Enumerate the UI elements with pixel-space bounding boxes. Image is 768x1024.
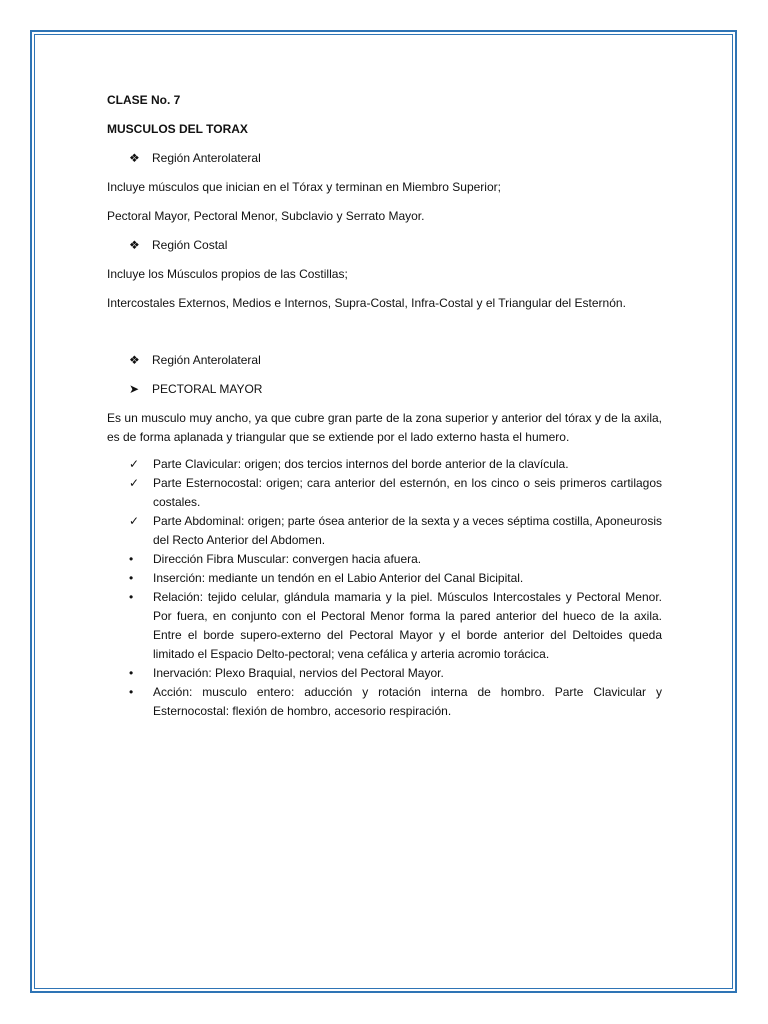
list-item	[107, 664, 662, 683]
subsection-label: PECTORAL MAYOR	[152, 382, 263, 396]
check-bullet-icon: ✓	[129, 457, 140, 471]
list-item	[107, 455, 662, 474]
list-item	[107, 474, 662, 512]
section-text: Incluye músculos que inician en el Tórax y terminan en Miembro Superior;	[107, 180, 501, 194]
section-text: Pectoral Mayor, Pectoral Menor, Subclavio y Serrato Mayor.	[107, 209, 425, 223]
list-item-text: Acción: musculo entero: aducción y rotación interna de hombro. Parte Clavicular y Esternocostal: flexión de hombro, accesorio respiración.	[153, 685, 662, 718]
description-paragraph: Es un musculo muy ancho, ya que cubre gran parte de la zona superior y anterior del tórax y de la axila, es de forma aplanada y triangular que se extiende por el lado externo hasta el humero.	[107, 411, 662, 444]
diamond-bullet-icon: ❖	[129, 238, 140, 252]
arrow-bullet-icon: ➤	[129, 382, 140, 396]
list-item-text: Dirección Fibra Muscular: convergen hacia afuera.	[153, 552, 422, 566]
dot-bullet-icon: •	[129, 590, 134, 604]
list-item	[107, 569, 662, 588]
section-label: Región Anterolateral	[152, 353, 261, 367]
section-heading-anterolateral-2	[129, 351, 662, 370]
check-bullet-icon: ✓	[129, 514, 140, 528]
list-item	[107, 588, 662, 664]
list-item-text: Inserción: mediante un tendón en el Labio Anterior del Canal Bicipital.	[153, 571, 524, 585]
section-text: Incluye los Músculos propios de las Costillas;	[107, 267, 348, 281]
list-item	[107, 512, 662, 550]
diamond-bullet-icon: ❖	[129, 151, 140, 165]
list-item-text: Inervación: Plexo Braquial, nervios del Pectoral Mayor.	[153, 666, 444, 680]
list-item-text: Parte Clavicular: origen; dos tercios internos del borde anterior de la clavícula.	[153, 457, 569, 471]
section-label: Región Costal	[152, 238, 228, 252]
list-item-text: Relación: tejido celular, glándula mamaria y la piel. Músculos Intercostales y Pectoral Menor. Por fuera, en conjunto con el Pectoral Menor forma la pared anterior del hueco de la axila. Entre el borde supero-externo del Pectoral Mayor y el borde anterior del Deltoides queda limitado el Espacio Delto-pectoral; vena cefálica y arteria acromio torácica.	[153, 590, 662, 661]
diamond-bullet-icon: ❖	[129, 353, 140, 367]
section-text: Intercostales Externos, Medios e Internos, Supra-Costal, Infra-Costal y el Triangular del Esternón.	[107, 296, 626, 310]
check-bullet-icon: ✓	[129, 476, 140, 490]
document-body	[107, 91, 662, 721]
dot-bullet-icon: •	[129, 685, 134, 699]
list-item-text: Parte Abdominal: origen; parte ósea anterior de la sexta y a veces séptima costilla, Aponeurosis del Recto Anterior del Abdomen.	[153, 514, 662, 547]
class-number: CLASE No. 7	[107, 93, 181, 107]
section-heading-anterolateral	[129, 149, 662, 168]
list-item-text: Parte Esternocostal: origen; cara anterior del esternón, en los cinco o seis primeros cartilagos costales.	[153, 476, 662, 509]
document-title: MUSCULOS DEL TORAX	[107, 122, 248, 136]
section-label: Región Anterolateral	[152, 151, 261, 165]
list-item	[107, 683, 662, 721]
section-heading-costal	[129, 236, 662, 255]
list-item	[107, 550, 662, 569]
detail-list	[107, 455, 662, 721]
dot-bullet-icon: •	[129, 552, 134, 566]
subsection-heading-pectoral-mayor	[129, 380, 662, 399]
dot-bullet-icon: •	[129, 666, 134, 680]
dot-bullet-icon: •	[129, 571, 134, 585]
